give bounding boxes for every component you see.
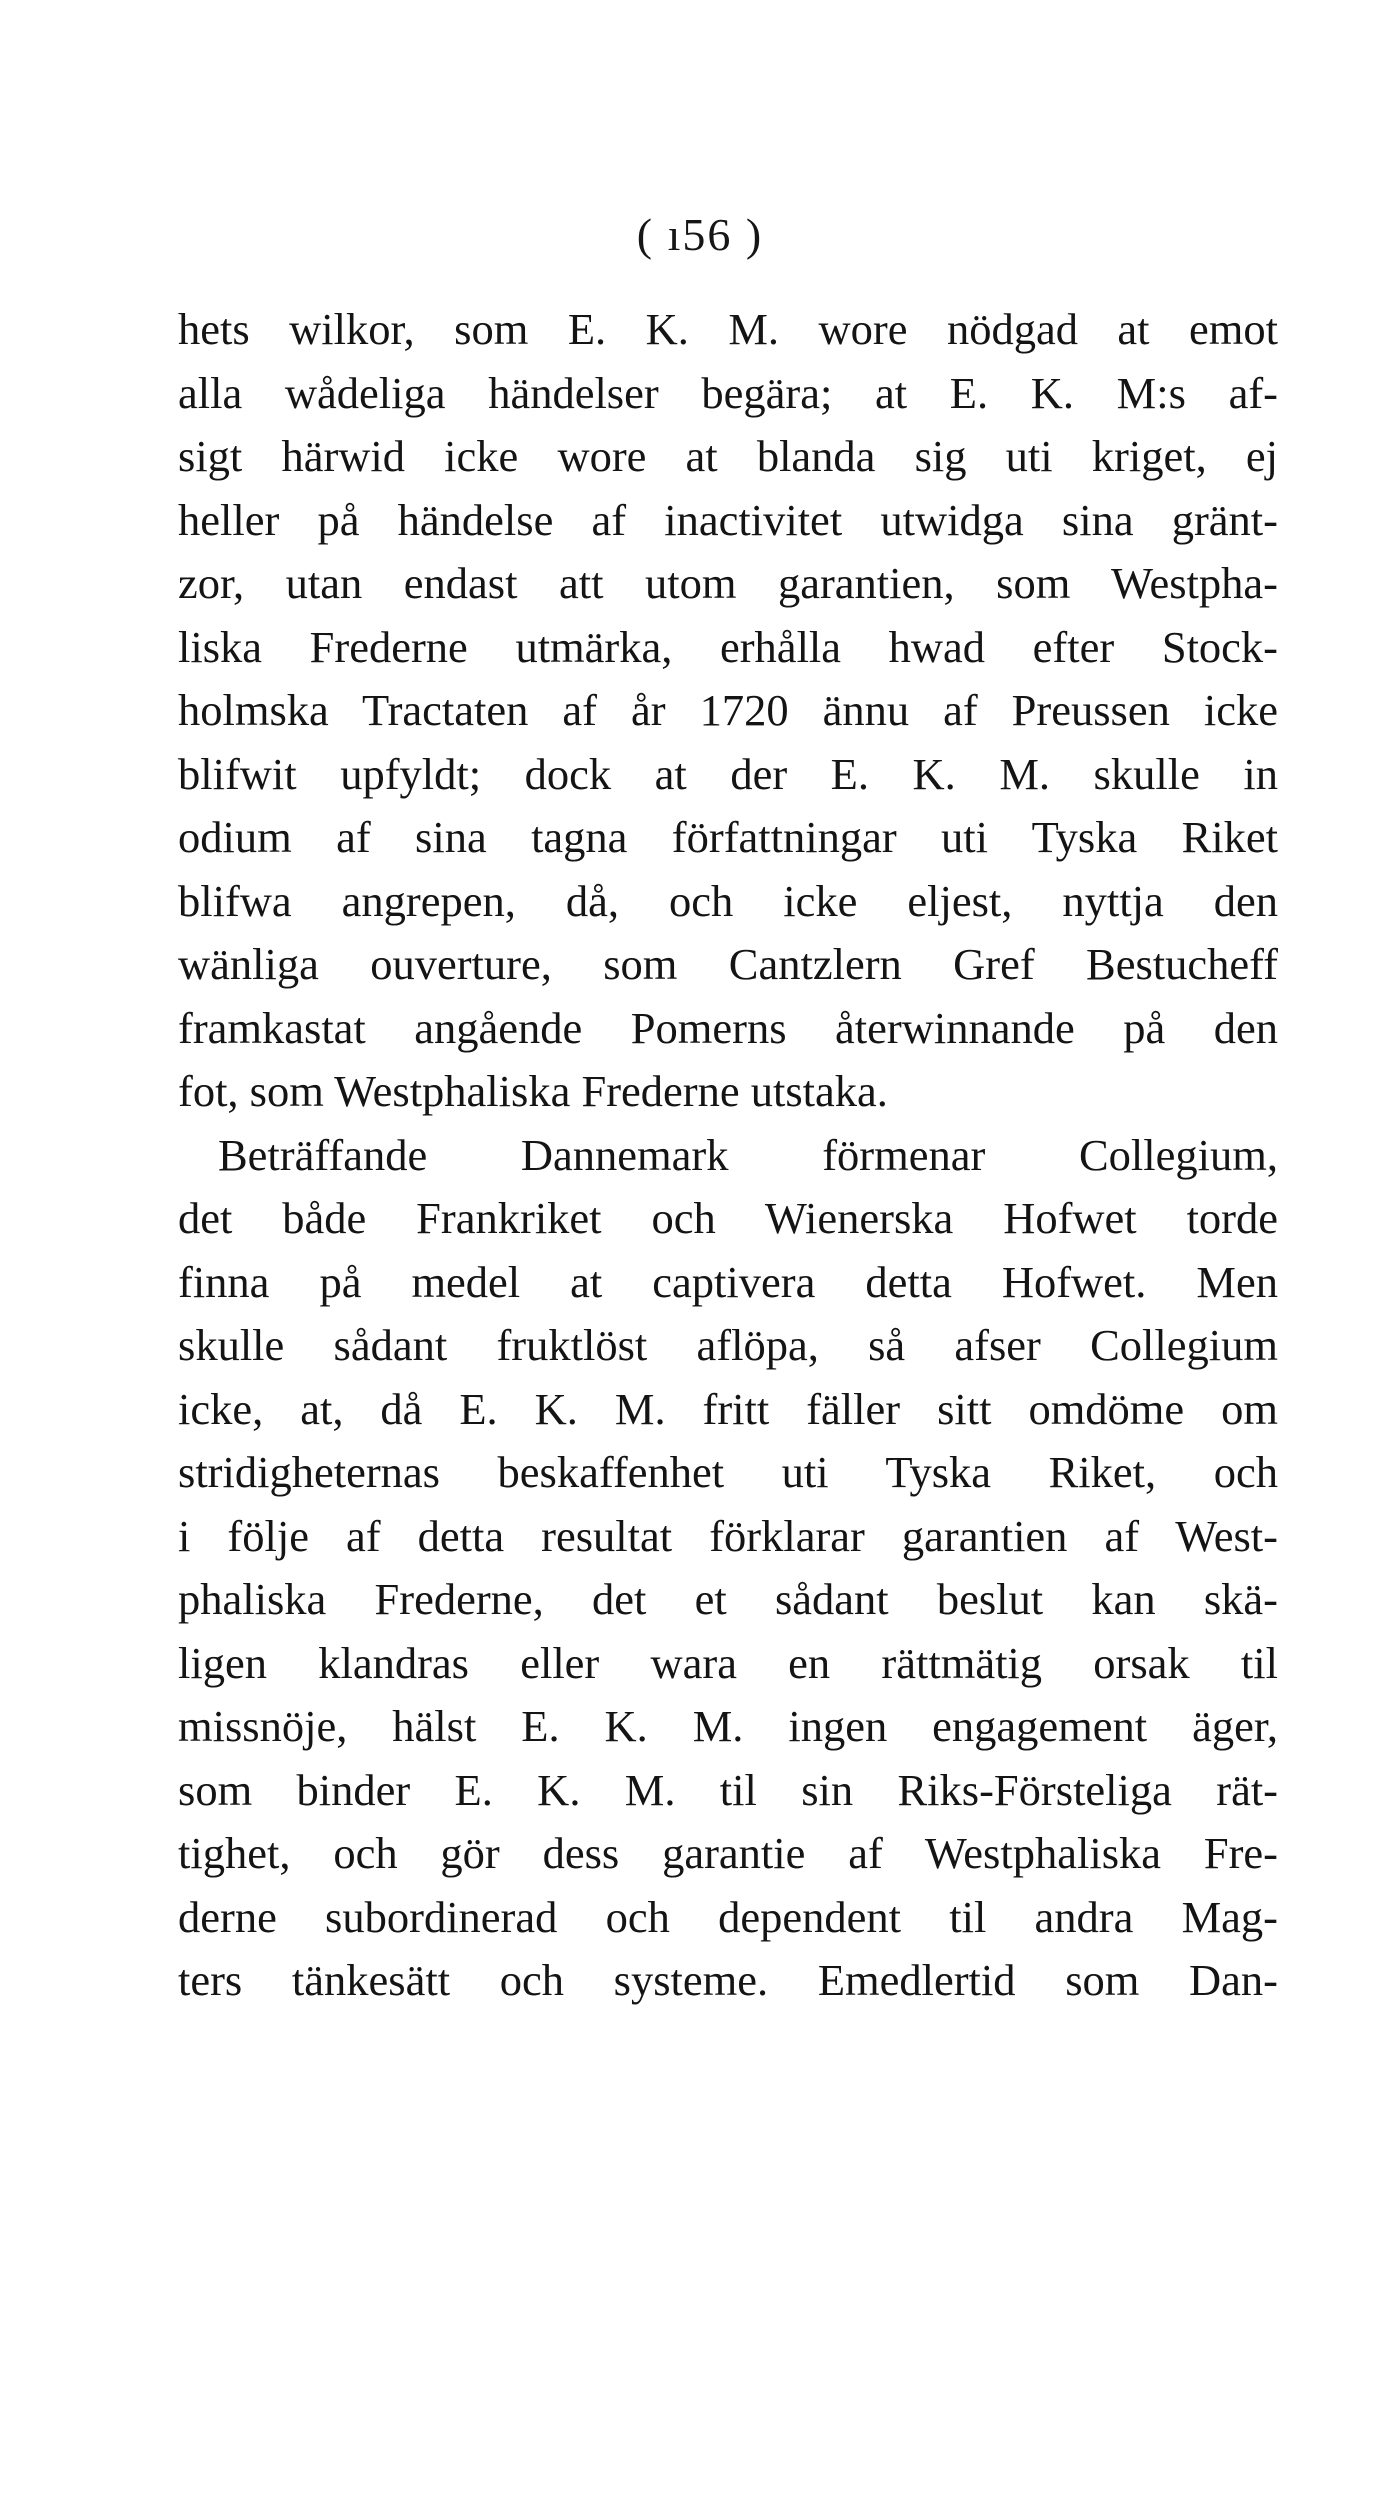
text-line: fot, som Westphaliska Frederne utstaka. (178, 1066, 888, 1116)
text-line: odium af sina tagna författningar uti Tyska Riket (178, 812, 1278, 862)
text-line: zor, utan endast att utom garantien, som Westpha- (178, 558, 1278, 608)
text-line: stridigheternas beskaffenhet uti Tyska Riket, och (178, 1447, 1278, 1497)
text-line: sigt härwid icke wore at blanda sig uti kriget, ej (178, 431, 1278, 481)
text-line: icke, at, då E. K. M. fritt fäller sitt omdöme om (178, 1383, 1278, 1434)
text-line: finna på medel at captivera detta Hofwet. Men (178, 1256, 1278, 1307)
text-line: derne subordinerad och dependent til andra Mag- (178, 1891, 1278, 1942)
text-line: hets wilkor, som E. K. M. wore nödgad at emot (178, 304, 1278, 354)
text-line: Beträffande Dannemark förmenar Collegium, (218, 1129, 1278, 1180)
text-line: som binder E. K. M. til sin Riks-Försteliga rät- (178, 1764, 1278, 1815)
text-line: framkastat angående Pomerns återwinnande på den (178, 1002, 1278, 1053)
text-line: blifwa angrepen, då, och icke eljest, nyttja den (178, 875, 1278, 926)
text-line: holmska Tractaten af år 1720 ännu af Preussen icke (178, 685, 1278, 735)
text-line: skulle sådant fruktlöst aflöpa, så afser Collegium (178, 1320, 1278, 1370)
text-line: ligen klandras eller wara en rättmätig orsak til (178, 1637, 1278, 1688)
text-line: blifwit upfyldt; dock at der E. K. M. skulle in (178, 748, 1278, 799)
text-line: det både Frankriket och Wienerska Hofwet torde (178, 1193, 1278, 1243)
text-line: ters tänkesätt och systeme. Emedlertid som Dan- (178, 1955, 1278, 2005)
text-line: wänliga ouverture, som Cantzlern Gref Bestucheff (178, 939, 1278, 989)
text-line: i följe af detta resultat förklarar garantien af West- (178, 1510, 1278, 1561)
text-line: missnöje, hälst E. K. M. ingen engagement äger, (178, 1701, 1278, 1751)
text-line: heller på händelse af inactivitet utwidga sina gränt- (178, 494, 1278, 545)
text-line: tighet, och gör dess garantie af Westphaliska Fre- (178, 1828, 1278, 1878)
text-line: alla wådeliga händelser begära; at E. K. M:s af- (178, 367, 1278, 418)
body-text (178, 298, 1278, 2013)
page-number: ( ı56 ) (636, 209, 764, 260)
text-line: liska Frederne utmärka, erhålla hwad efter Stock- (178, 621, 1278, 672)
text-line: phaliska Frederne, det et sådant beslut kan skä- (178, 1574, 1278, 1624)
